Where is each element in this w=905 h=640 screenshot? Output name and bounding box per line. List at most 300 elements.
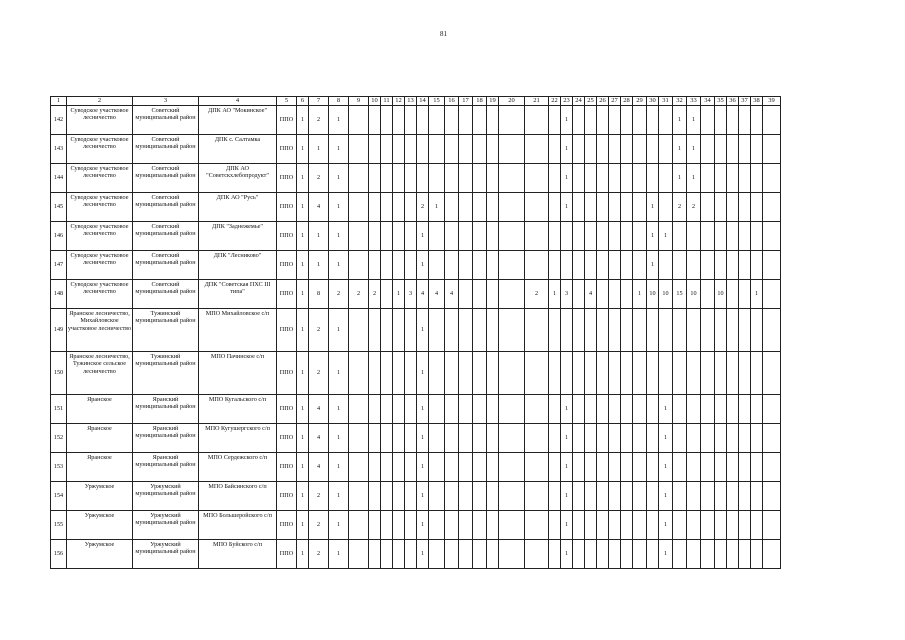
value-cell: 2 (525, 280, 549, 309)
value-cell: 4 (309, 453, 329, 482)
value-cell (609, 309, 621, 352)
value-cell (429, 106, 445, 135)
type-cell: ППО (277, 135, 297, 164)
column-header: 11 (381, 97, 393, 106)
type-cell: ППО (277, 540, 297, 569)
value-cell (349, 482, 369, 511)
value-cell (585, 395, 597, 424)
value-cell (751, 309, 763, 352)
value-cell (349, 222, 369, 251)
value-cell (573, 164, 585, 193)
value-cell (609, 395, 621, 424)
value-cell (673, 453, 687, 482)
value-cell (573, 222, 585, 251)
value-cell (573, 540, 585, 569)
value-cell (585, 352, 597, 395)
value-cell (549, 193, 561, 222)
value-cell (525, 352, 549, 395)
value-cell (633, 424, 647, 453)
value-cell (763, 251, 781, 280)
value-cell (597, 511, 609, 540)
value-cell (739, 453, 751, 482)
value-cell (751, 395, 763, 424)
value-cell (459, 193, 473, 222)
value-cell (381, 164, 393, 193)
value-cell (739, 309, 751, 352)
value-cell (393, 540, 405, 569)
value-cell (715, 135, 727, 164)
column-header: 7 (309, 97, 329, 106)
value-cell (549, 511, 561, 540)
value-cell: 2 (309, 106, 329, 135)
value-cell (701, 424, 715, 453)
value-cell (499, 309, 525, 352)
table-row (51, 482, 781, 511)
district-cell: Советский муниципальный район (133, 193, 199, 222)
value-cell (701, 511, 715, 540)
value-cell: 1 (329, 309, 349, 352)
value-cell (621, 106, 633, 135)
value-cell (393, 424, 405, 453)
organization-cell: ДПК с. Салтамка (199, 135, 277, 164)
value-cell (751, 453, 763, 482)
value-cell (393, 309, 405, 352)
value-cell (701, 540, 715, 569)
value-cell (687, 540, 701, 569)
value-cell (659, 352, 673, 395)
value-cell (573, 193, 585, 222)
value-cell (459, 164, 473, 193)
column-header: 34 (701, 97, 715, 106)
value-cell (585, 193, 597, 222)
value-cell (597, 106, 609, 135)
district-cell: Советский муниципальный район (133, 135, 199, 164)
value-cell (459, 395, 473, 424)
column-header: 18 (473, 97, 487, 106)
column-header: 22 (549, 97, 561, 106)
value-cell (727, 106, 739, 135)
value-cell (369, 352, 381, 395)
value-cell (393, 352, 405, 395)
value-cell (727, 309, 739, 352)
value-cell: 1 (417, 482, 429, 511)
value-cell: 2 (309, 164, 329, 193)
value-cell (369, 511, 381, 540)
value-cell: 1 (561, 424, 573, 453)
value-cell (751, 135, 763, 164)
value-cell (499, 222, 525, 251)
value-cell (609, 540, 621, 569)
value-cell (499, 511, 525, 540)
value-cell (393, 395, 405, 424)
value-cell (381, 106, 393, 135)
value-cell (621, 482, 633, 511)
value-cell (659, 164, 673, 193)
value-cell: 1 (687, 164, 701, 193)
value-cell: 2 (687, 193, 701, 222)
value-cell (369, 135, 381, 164)
value-cell (405, 424, 417, 453)
table-row (51, 511, 781, 540)
value-cell: 1 (297, 309, 309, 352)
column-header: 31 (659, 97, 673, 106)
value-cell: 1 (309, 135, 329, 164)
forestry-cell: Суводское участковое лесничество (67, 251, 133, 280)
value-cell (715, 106, 727, 135)
value-cell (405, 106, 417, 135)
value-cell (739, 251, 751, 280)
forestry-cell: Суводское участковое лесничество (67, 164, 133, 193)
value-cell: 1 (417, 309, 429, 352)
value-cell (597, 193, 609, 222)
value-cell (739, 395, 751, 424)
value-cell: 1 (309, 251, 329, 280)
column-header: 27 (609, 97, 621, 106)
value-cell (573, 482, 585, 511)
value-cell (701, 280, 715, 309)
value-cell (727, 193, 739, 222)
column-header: 13 (405, 97, 417, 106)
value-cell (585, 511, 597, 540)
value-cell (727, 280, 739, 309)
row-number: 148 (51, 280, 67, 309)
value-cell (459, 251, 473, 280)
page-number: 81 (440, 30, 447, 38)
value-cell (393, 135, 405, 164)
value-cell: 1 (673, 106, 687, 135)
column-header: 32 (673, 97, 687, 106)
column-header: 35 (715, 97, 727, 106)
value-cell: 1 (297, 540, 309, 569)
value-cell (561, 309, 573, 352)
column-header: 2 (67, 97, 133, 106)
row-number: 154 (51, 482, 67, 511)
column-header: 16 (445, 97, 459, 106)
value-cell (499, 540, 525, 569)
value-cell (647, 511, 659, 540)
value-cell (687, 453, 701, 482)
value-cell (727, 251, 739, 280)
organization-cell: ДПК "Лесниково" (199, 251, 277, 280)
value-cell (573, 395, 585, 424)
value-cell (349, 106, 369, 135)
value-cell: 1 (751, 280, 763, 309)
value-cell (597, 309, 609, 352)
value-cell (585, 135, 597, 164)
type-cell: ППО (277, 453, 297, 482)
value-cell (445, 511, 459, 540)
value-cell (609, 352, 621, 395)
value-cell (763, 222, 781, 251)
value-cell (585, 309, 597, 352)
value-cell (349, 352, 369, 395)
value-cell: 1 (417, 540, 429, 569)
value-cell: 1 (329, 424, 349, 453)
table-row (51, 540, 781, 569)
value-cell (597, 164, 609, 193)
value-cell (621, 193, 633, 222)
forestry-cell: Суводское участковое лесничество (67, 106, 133, 135)
value-cell (621, 395, 633, 424)
value-cell (633, 540, 647, 569)
value-cell: 1 (297, 352, 309, 395)
value-cell (715, 222, 727, 251)
table-row (51, 395, 781, 424)
value-cell: 3 (561, 280, 573, 309)
value-cell (609, 424, 621, 453)
value-cell (525, 222, 549, 251)
column-header: 19 (487, 97, 499, 106)
value-cell (751, 540, 763, 569)
column-header: 17 (459, 97, 473, 106)
value-cell (459, 453, 473, 482)
value-cell (609, 482, 621, 511)
value-cell (715, 395, 727, 424)
table-row (51, 106, 781, 135)
value-cell (715, 193, 727, 222)
value-cell: 1 (297, 164, 309, 193)
value-cell (647, 352, 659, 395)
value-cell (573, 135, 585, 164)
value-cell (701, 164, 715, 193)
value-cell (673, 222, 687, 251)
column-header: 12 (393, 97, 405, 106)
value-cell (673, 482, 687, 511)
value-cell (417, 164, 429, 193)
district-cell: Советский муниципальный район (133, 251, 199, 280)
organization-cell: ДПК "Заднежемье" (199, 222, 277, 251)
value-cell (659, 106, 673, 135)
value-cell (701, 453, 715, 482)
value-cell (633, 395, 647, 424)
value-cell (429, 164, 445, 193)
value-cell: 10 (659, 280, 673, 309)
value-cell (585, 164, 597, 193)
value-cell (525, 511, 549, 540)
value-cell (459, 222, 473, 251)
type-cell: ППО (277, 424, 297, 453)
value-cell (369, 222, 381, 251)
value-cell: 1 (309, 222, 329, 251)
value-cell (701, 251, 715, 280)
value-cell (445, 135, 459, 164)
row-number: 152 (51, 424, 67, 453)
district-cell: Уржумский муниципальный район (133, 540, 199, 569)
organization-cell: ДПК АО "Советскхлебопродукт" (199, 164, 277, 193)
value-cell (393, 193, 405, 222)
value-cell (459, 511, 473, 540)
value-cell (405, 352, 417, 395)
value-cell (393, 482, 405, 511)
value-cell (487, 280, 499, 309)
value-cell: 1 (687, 135, 701, 164)
district-cell: Яранский муниципальный район (133, 424, 199, 453)
value-cell (609, 106, 621, 135)
value-cell (701, 482, 715, 511)
value-cell (739, 164, 751, 193)
value-cell (739, 482, 751, 511)
column-header: 10 (369, 97, 381, 106)
value-cell (763, 453, 781, 482)
type-cell: ППО (277, 222, 297, 251)
value-cell (727, 135, 739, 164)
value-cell (499, 164, 525, 193)
column-header: 15 (429, 97, 445, 106)
value-cell (597, 482, 609, 511)
value-cell: 1 (329, 511, 349, 540)
row-number: 150 (51, 352, 67, 395)
value-cell (585, 424, 597, 453)
value-cell (727, 453, 739, 482)
value-cell (549, 482, 561, 511)
value-cell (525, 453, 549, 482)
value-cell (487, 453, 499, 482)
column-header: 26 (597, 97, 609, 106)
value-cell (369, 540, 381, 569)
value-cell (573, 280, 585, 309)
district-cell: Тужинский муниципальный район (133, 352, 199, 395)
value-cell: 1 (329, 135, 349, 164)
value-cell: 1 (429, 193, 445, 222)
value-cell (573, 309, 585, 352)
value-cell: 2 (309, 482, 329, 511)
value-cell (549, 540, 561, 569)
column-header: 20 (499, 97, 525, 106)
value-cell (633, 106, 647, 135)
type-cell: ППО (277, 352, 297, 395)
value-cell (727, 395, 739, 424)
value-cell (525, 482, 549, 511)
table-row (51, 251, 781, 280)
table-row (51, 453, 781, 482)
value-cell (751, 222, 763, 251)
value-cell: 10 (715, 280, 727, 309)
value-cell (751, 352, 763, 395)
value-cell: 1 (659, 482, 673, 511)
value-cell (487, 309, 499, 352)
value-cell: 8 (309, 280, 329, 309)
value-cell: 2 (309, 511, 329, 540)
value-cell (525, 164, 549, 193)
value-cell (585, 540, 597, 569)
value-cell (381, 251, 393, 280)
value-cell: 1 (659, 540, 673, 569)
column-header: 33 (687, 97, 701, 106)
forestry-cell: Суводское участковое лесничество (67, 280, 133, 309)
value-cell (429, 309, 445, 352)
value-cell (473, 106, 487, 135)
value-cell (763, 424, 781, 453)
value-cell: 2 (349, 280, 369, 309)
value-cell: 1 (329, 193, 349, 222)
forestry-cell: Уржумское (67, 482, 133, 511)
value-cell (621, 309, 633, 352)
value-cell (429, 540, 445, 569)
value-cell (473, 424, 487, 453)
value-cell: 1 (659, 395, 673, 424)
row-number: 145 (51, 193, 67, 222)
value-cell (445, 309, 459, 352)
value-cell: 2 (369, 280, 381, 309)
column-header: 21 (525, 97, 549, 106)
table-row (51, 309, 781, 352)
value-cell (381, 511, 393, 540)
value-cell (499, 424, 525, 453)
value-cell (647, 424, 659, 453)
value-cell (393, 251, 405, 280)
value-cell (549, 251, 561, 280)
value-cell: 4 (445, 280, 459, 309)
value-cell (473, 193, 487, 222)
value-cell: 1 (329, 352, 349, 395)
value-cell (621, 424, 633, 453)
value-cell (763, 135, 781, 164)
value-cell (429, 424, 445, 453)
value-cell (585, 482, 597, 511)
value-cell: 2 (417, 193, 429, 222)
value-cell: 1 (329, 453, 349, 482)
value-cell (673, 540, 687, 569)
value-cell: 1 (417, 395, 429, 424)
value-cell (751, 424, 763, 453)
value-cell (499, 135, 525, 164)
value-cell (633, 135, 647, 164)
type-cell: ППО (277, 280, 297, 309)
value-cell (585, 251, 597, 280)
value-cell: 4 (309, 395, 329, 424)
value-cell (549, 106, 561, 135)
value-cell (727, 482, 739, 511)
value-cell (499, 482, 525, 511)
row-number: 156 (51, 540, 67, 569)
value-cell (393, 222, 405, 251)
forestry-cell: Яранское (67, 424, 133, 453)
value-cell (621, 251, 633, 280)
value-cell (621, 540, 633, 569)
column-header: 4 (199, 97, 277, 106)
value-cell (727, 511, 739, 540)
value-cell (573, 352, 585, 395)
data-table (50, 96, 781, 569)
value-cell (445, 251, 459, 280)
value-cell (473, 482, 487, 511)
value-cell: 4 (429, 280, 445, 309)
column-header: 30 (647, 97, 659, 106)
column-header: 14 (417, 97, 429, 106)
column-header: 24 (573, 97, 585, 106)
value-cell (633, 482, 647, 511)
value-cell (687, 482, 701, 511)
value-cell (405, 251, 417, 280)
value-cell (739, 540, 751, 569)
value-cell: 1 (659, 453, 673, 482)
value-cell (499, 453, 525, 482)
value-cell (687, 251, 701, 280)
value-cell (417, 106, 429, 135)
value-cell (647, 453, 659, 482)
forestry-cell: Яранское (67, 395, 133, 424)
value-cell (609, 135, 621, 164)
value-cell (525, 309, 549, 352)
value-cell (487, 164, 499, 193)
value-cell (473, 135, 487, 164)
value-cell (687, 222, 701, 251)
organization-cell: МПО Сердежского с/п (199, 453, 277, 482)
forestry-cell: Суводское участковое лесничество (67, 193, 133, 222)
value-cell (739, 135, 751, 164)
value-cell: 1 (633, 280, 647, 309)
organization-cell: МПО Пачинское с/п (199, 352, 277, 395)
